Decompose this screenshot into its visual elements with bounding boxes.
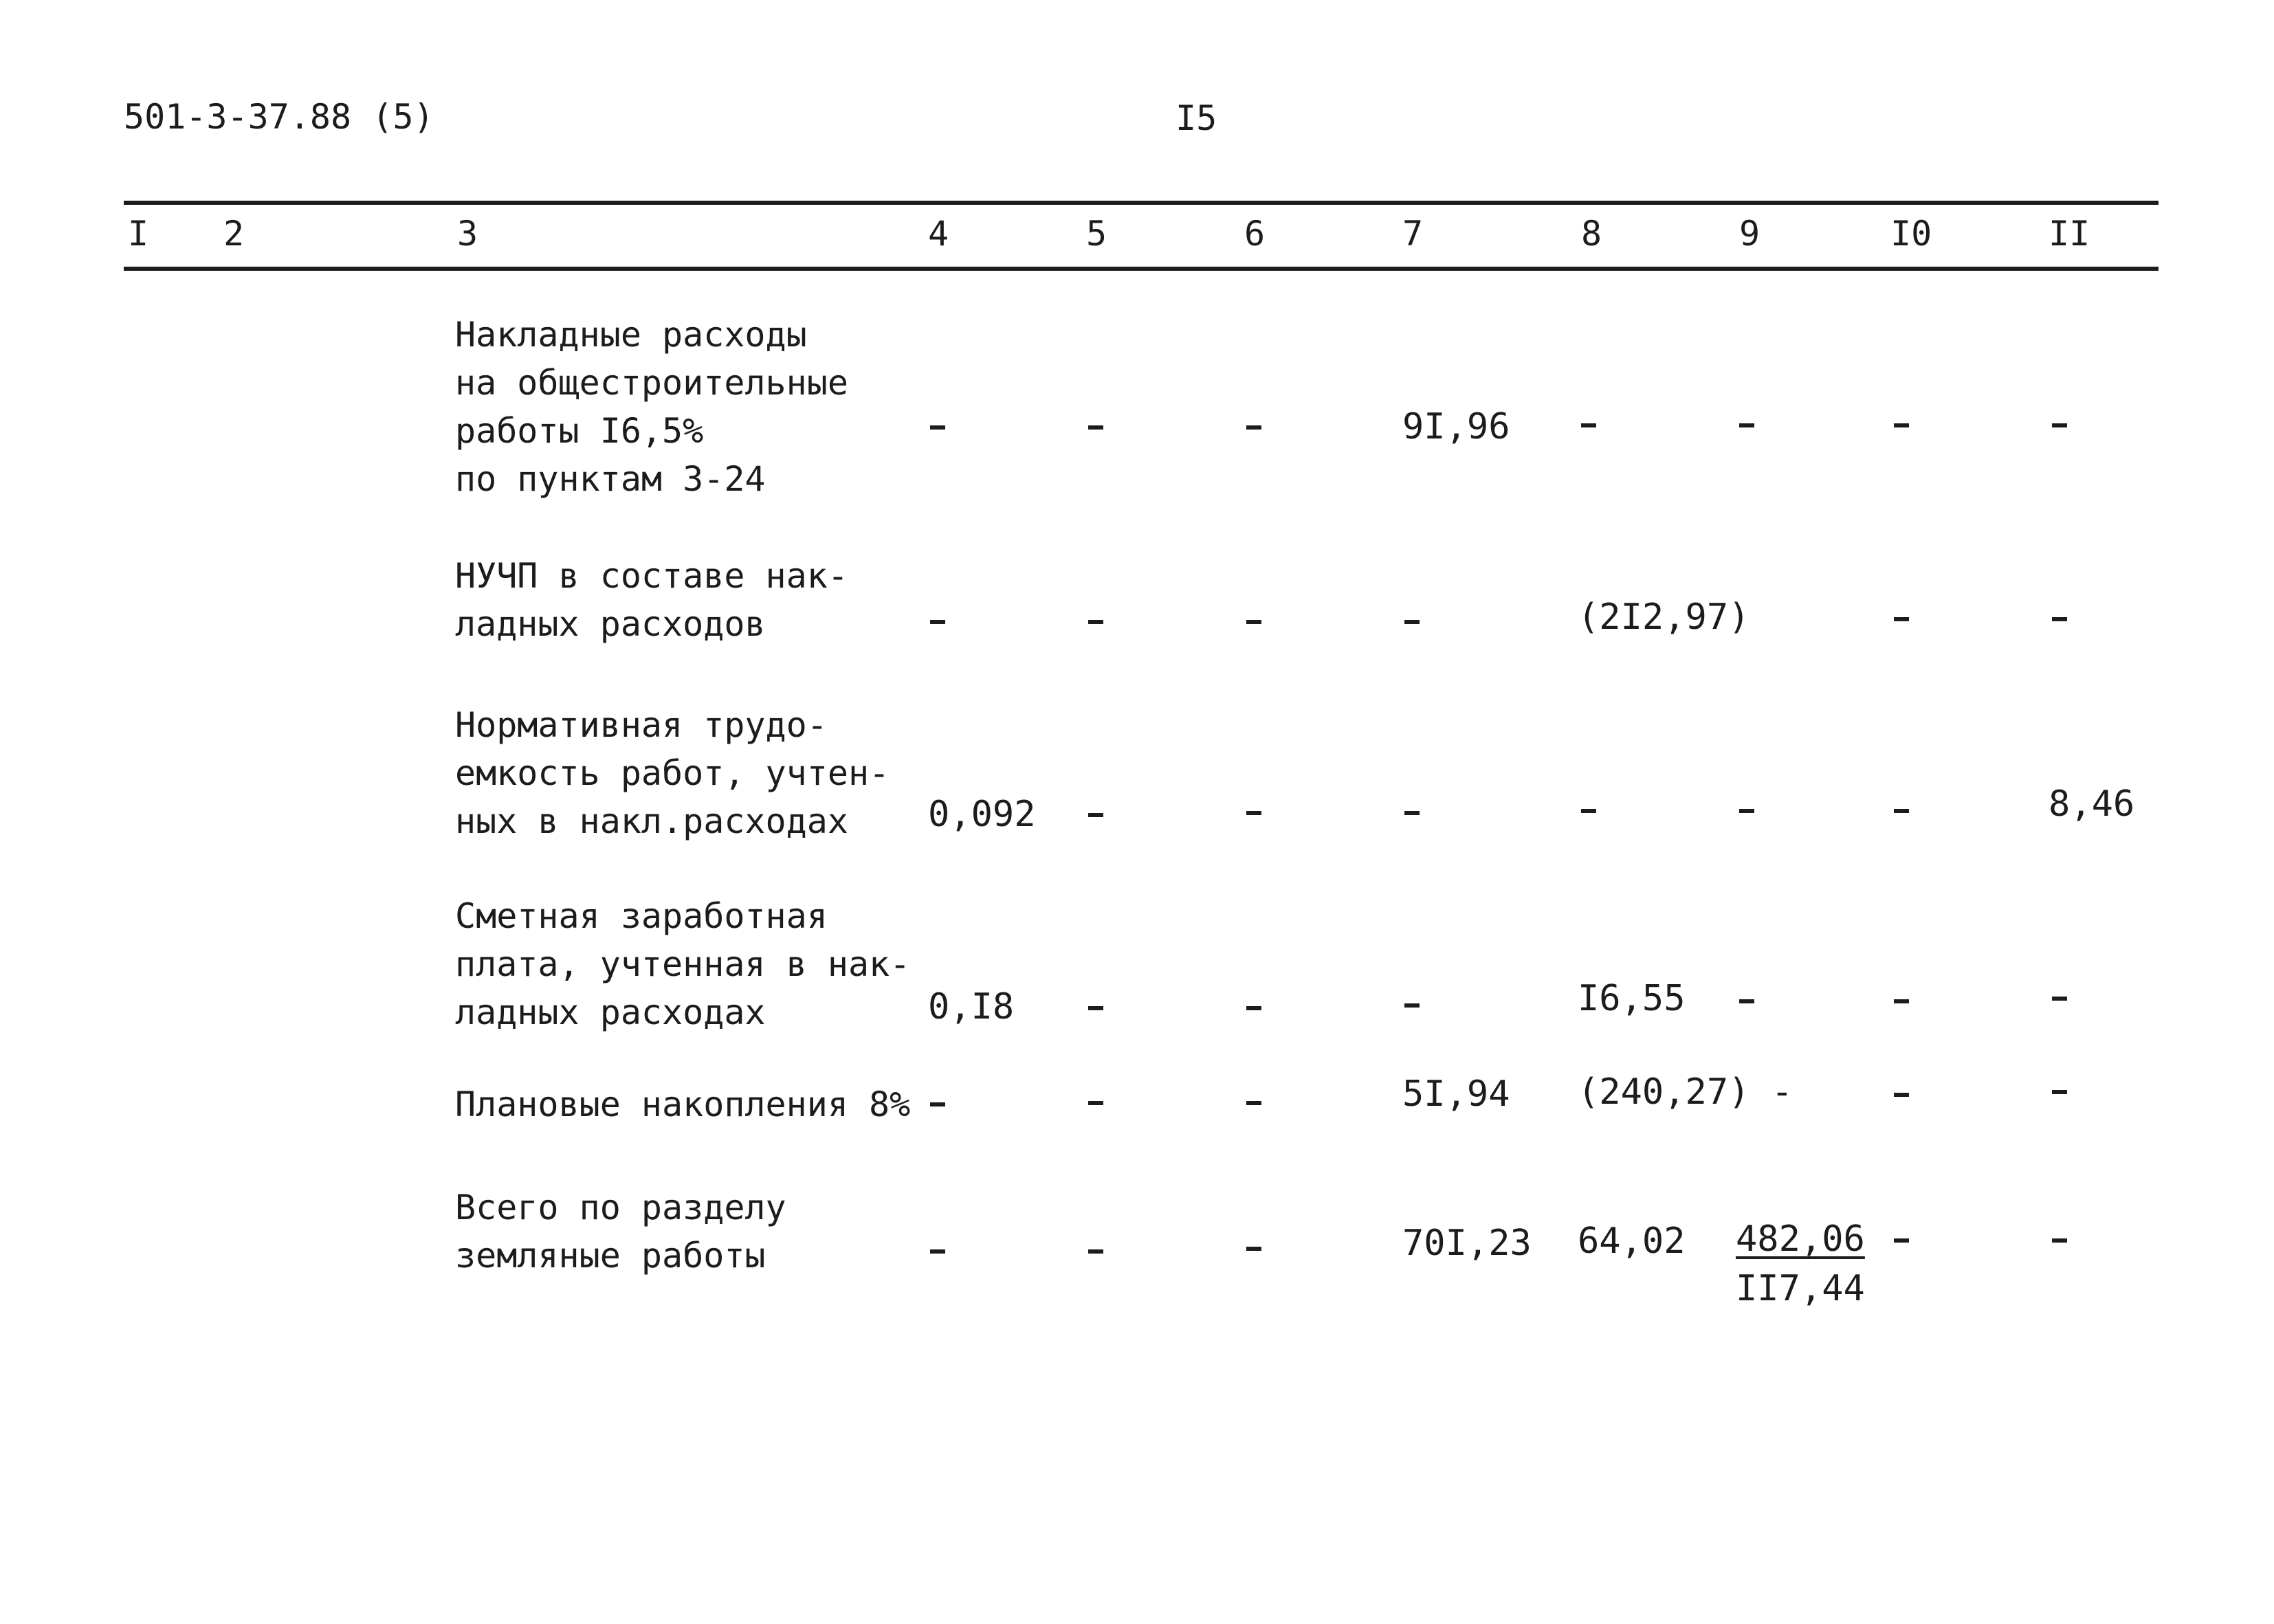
row-3-col-11-value: 8,46	[2049, 783, 2135, 825]
row-1-line-1: Накладные расходы	[455, 315, 807, 355]
row-6-line-2: земляные работы	[455, 1236, 766, 1276]
row-5-col-6-dash	[1246, 1101, 1261, 1105]
row-5-col-8-value: (240,27) -	[1578, 1071, 1793, 1113]
row-3-col-8-dash	[1581, 809, 1596, 813]
row-2-col-4-dash	[930, 620, 945, 624]
column-number-2: 2	[223, 214, 245, 254]
row-1-col-10-dash	[1894, 423, 1909, 427]
row-2-line-2: ладных расходов	[455, 604, 766, 644]
row-4-col-10-dash	[1894, 999, 1909, 1003]
column-number-8: 8	[1581, 214, 1602, 254]
row-4-line-3: ладных расходах	[455, 992, 766, 1032]
page-number: I5	[1175, 98, 1217, 138]
row-3-col-6-dash	[1246, 811, 1261, 815]
row-5-col-4-dash	[930, 1102, 945, 1106]
row-4-col-6-dash	[1246, 1006, 1261, 1010]
row-5-description	[455, 1080, 910, 1128]
row-4-description	[455, 892, 910, 1036]
row-2-col-7-dash	[1404, 620, 1420, 624]
column-number-10: I0	[1890, 214, 1932, 254]
row-1-col-6-dash	[1246, 425, 1261, 430]
row-4-col-8-value: I6,55	[1578, 978, 1686, 1019]
column-number-5: 5	[1086, 214, 1107, 254]
row-3-col-4-value: 0,092	[928, 794, 1036, 835]
row-5-col-7-value: 5I,94	[1402, 1074, 1510, 1115]
column-number-3: 3	[457, 214, 478, 254]
column-number-7: 7	[1402, 214, 1424, 254]
row-3-line-2: емкость работ, учтен-	[455, 753, 890, 793]
column-number-6: 6	[1244, 214, 1266, 254]
row-2-line-1: НУЧП в составе нак-	[455, 556, 848, 596]
row-6-col-4-dash	[930, 1249, 945, 1254]
row-5-col-5-dash	[1088, 1101, 1103, 1105]
row-2-col-5-dash	[1088, 620, 1103, 624]
row-1-line-2: на общестроительные	[455, 363, 848, 403]
row-6-col-9-numerator: 482,06	[1736, 1219, 1865, 1260]
row-5-col-10-dash	[1894, 1093, 1909, 1097]
row-4-col-7-dash	[1404, 1003, 1420, 1008]
row-2-col-8-9-value: (2I2,97)	[1578, 597, 1750, 638]
column-number-4: 4	[928, 214, 949, 254]
row-6-col-9-denominator: II7,44	[1736, 1268, 1865, 1309]
row-3-line-1: Нормативная трудо-	[455, 705, 828, 745]
row-6-description	[455, 1183, 786, 1280]
row-1-line-4: по пунктам 3-24	[455, 459, 766, 499]
row-5-line-1: Плановые накопления 8%	[455, 1084, 911, 1124]
row-1-line-3: работы I6,5%	[455, 411, 704, 451]
row-2-col-6-dash	[1246, 620, 1261, 624]
row-3-line-3: ных в накл.расходах	[455, 801, 848, 841]
row-1-col-7-value: 9I,96	[1402, 406, 1510, 447]
row-4-col-4-value: 0,I8	[928, 986, 1015, 1027]
row-6-col-8-value: 64,02	[1578, 1221, 1686, 1262]
row-6-col-7-value: 70I,23	[1402, 1223, 1532, 1264]
row-3-col-5-dash	[1088, 813, 1103, 817]
table-header-bottom-rule	[124, 267, 2159, 271]
row-6-col-11-dash	[2052, 1238, 2067, 1243]
row-3-col-7-dash	[1404, 811, 1420, 815]
row-6-col-6-dash	[1246, 1247, 1261, 1251]
row-1-description	[455, 311, 848, 503]
row-4-line-1: Сметная заработная	[455, 896, 828, 936]
row-3-col-9-dash	[1739, 809, 1754, 813]
row-1-col-5-dash	[1088, 425, 1103, 430]
column-number-11: II	[2049, 214, 2090, 254]
row-1-col-9-dash	[1739, 423, 1754, 427]
column-number-1: I	[128, 214, 149, 254]
row-3-description	[455, 701, 890, 845]
row-1-col-11-dash	[2052, 423, 2067, 427]
row-1-col-4-dash	[930, 425, 945, 430]
column-number-9: 9	[1739, 214, 1760, 254]
row-2-col-10-dash	[1894, 617, 1909, 621]
row-4-col-9-dash	[1739, 999, 1754, 1003]
row-4-col-11-dash	[2052, 997, 2067, 1001]
row-5-col-11-dash	[2052, 1090, 2067, 1094]
row-3-col-10-dash	[1894, 809, 1909, 813]
table-header-top-rule	[124, 201, 2159, 205]
row-4-line-2: плата, учтенная в нак-	[455, 944, 911, 984]
row-6-col-10-dash	[1894, 1238, 1909, 1243]
row-4-col-5-dash	[1088, 1006, 1103, 1010]
document-code: 501-3-37.88 (5)	[124, 97, 434, 137]
row-1-col-8-dash	[1581, 423, 1596, 427]
row-2-description	[455, 552, 848, 648]
row-2-col-11-dash	[2052, 617, 2067, 621]
row-6-line-1: Всего по разделу	[455, 1188, 786, 1227]
row-6-col-5-dash	[1088, 1249, 1103, 1254]
